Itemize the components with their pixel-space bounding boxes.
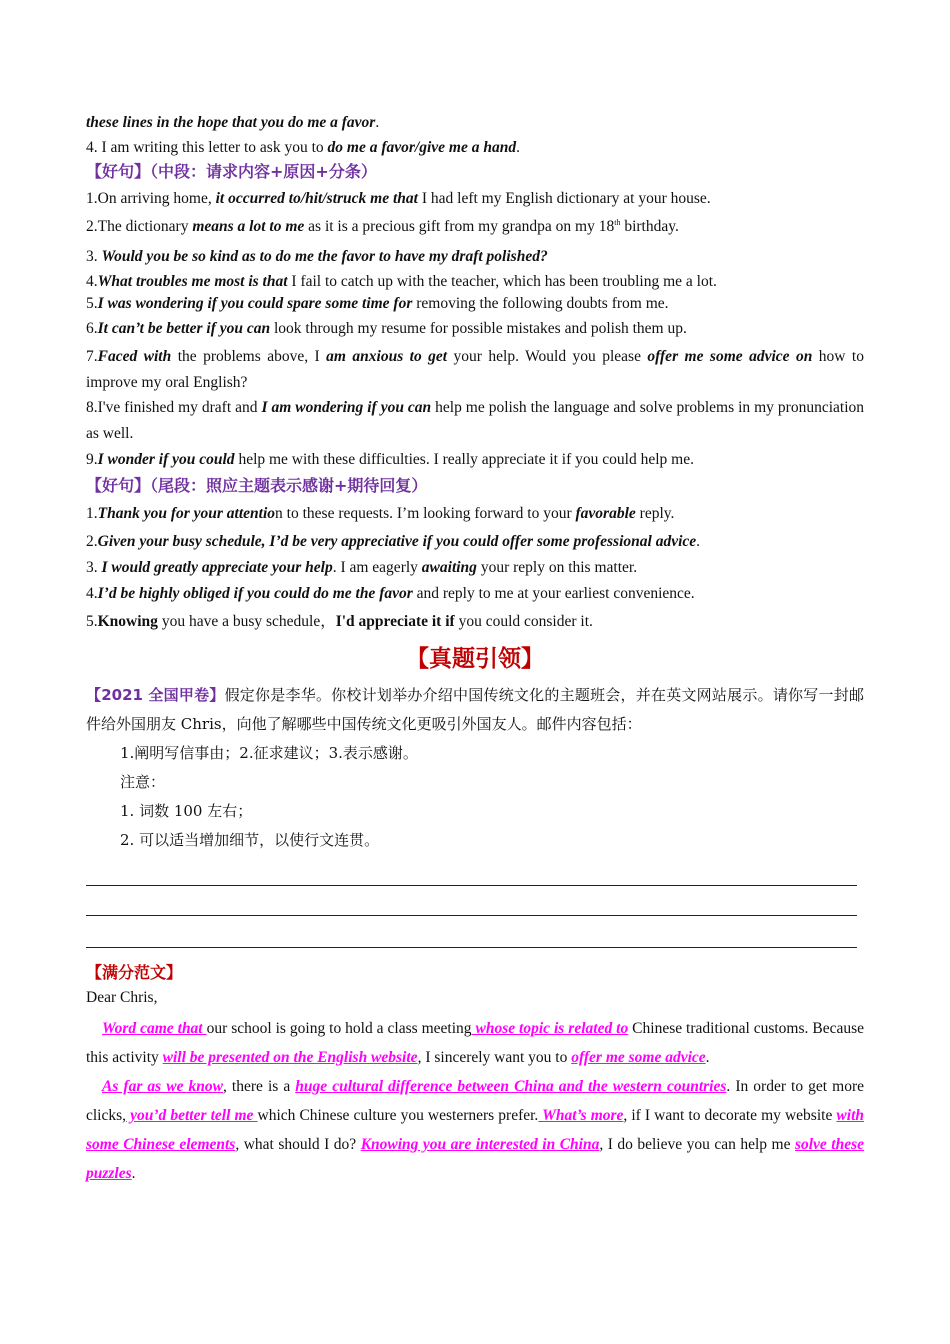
answer-line: [86, 855, 857, 886]
essay-paragraph: Word came that our school is going to hold a class meeting whose topic is related to Chinese traditional customs. Because this activity will be presented on the English website, I sincerely want you to offer me some advice.: [86, 1020, 864, 1066]
exam-tag: 【2021 全国甲卷】: [86, 686, 225, 704]
sentence-item: 4.What troubles me most is that I fail to catch up with the teacher, which has been troubling me a lot.: [86, 273, 717, 290]
sentence-item: 7.Faced with the problems above, I am anxious to get your help. Would you please offer me some advice on how to improve my oral English?: [86, 348, 864, 391]
note-label: 注意：: [120, 773, 166, 791]
sentence-item: 2.Given your busy schedule, I’d be very appreciative if you could offer some professional advice.: [86, 533, 701, 550]
sentence-item: 3. Would you be so kind as to do me the favor to have my draft polished?: [86, 248, 548, 265]
sentence-item: 5.Knowing you have a busy schedule，I'd appreciate it if you could consider it.: [86, 613, 593, 630]
sentence-item: 3. I would greatly appreciate your help. I am eagerly awaiting your reply on this matter.: [86, 559, 638, 576]
sentence-item: 4.I’d be highly obliged if you could do me the favor and reply to me at your earliest convenience.: [86, 585, 695, 602]
note-item: 1. 词数 100 左右；: [120, 802, 253, 820]
essay-greeting: Dear Chris,: [86, 989, 158, 1006]
essay-paragraph: As far as we know, there is a huge cultural difference between China and the western countries. In order to get more clicks, you’d better tell me which Chinese culture you westerners prefer. What’s more, if I want to decorate my website with some Chinese elements, what should I do? Knowing you are interested in China, I do believe you can help me solve these puzzles.: [86, 1078, 864, 1182]
document-page: [86, 112, 864, 1188]
sentence-item: 1.Thank you for your attention to these requests. I’m looking forward to your favorable reply.: [86, 505, 675, 522]
sentence-item: 6.It can’t be better if you can look through my resume for possible mistakes and polish them up.: [86, 320, 687, 337]
sentence-item: 2.The dictionary means a lot to me as it is a precious gift from my grandpa on my 18th birthday.: [86, 217, 679, 235]
sentence-item: 1.On arriving home, it occurred to/hit/struck me that I had left my English dictionary at your house.: [86, 190, 711, 207]
model-essay-heading: 【满分范文】: [86, 963, 183, 982]
mid-section-heading: 【好句】（中段：请求内容+原因+分条）: [86, 162, 377, 181]
section-title: 【真题引领】: [406, 646, 544, 672]
sentence-item: 9.I wonder if you could help me with these difficulties. I really appreciate it if you could help me.: [86, 451, 694, 468]
exam-points: 1.阐明写信事由；2.征求建议；3.表示感谢。: [120, 744, 418, 762]
text-line: 4. I am writing this letter to ask you to do me a favor/give me a hand.: [86, 139, 520, 156]
end-section-heading: 【好句】（尾段：照应主题表示感谢+期待回复）: [86, 476, 428, 495]
note-item: 2. 可以适当增加细节，以使行文连贯。: [120, 831, 380, 849]
exam-prompt: 【2021 全国甲卷】假定你是李华。你校计划举办介绍中国传统文化的主题班会，并在英文网站展示。请你写一封邮件给外国朋友 Chris，向他了解哪些中国传统文化更吸引外国友人。邮件内容包括：: [86, 686, 864, 733]
sentence-item: 8.I've finished my draft and I am wondering if you can help me polish the language and solve problems in my pronunciation as well.: [86, 399, 864, 442]
answer-line: [86, 916, 857, 948]
sentence-item: 5.I was wondering if you could spare some time for removing the following doubts from me.: [86, 295, 669, 312]
answer-line: [86, 886, 857, 916]
text-line: these lines in the hope that you do me a favor.: [86, 114, 380, 131]
